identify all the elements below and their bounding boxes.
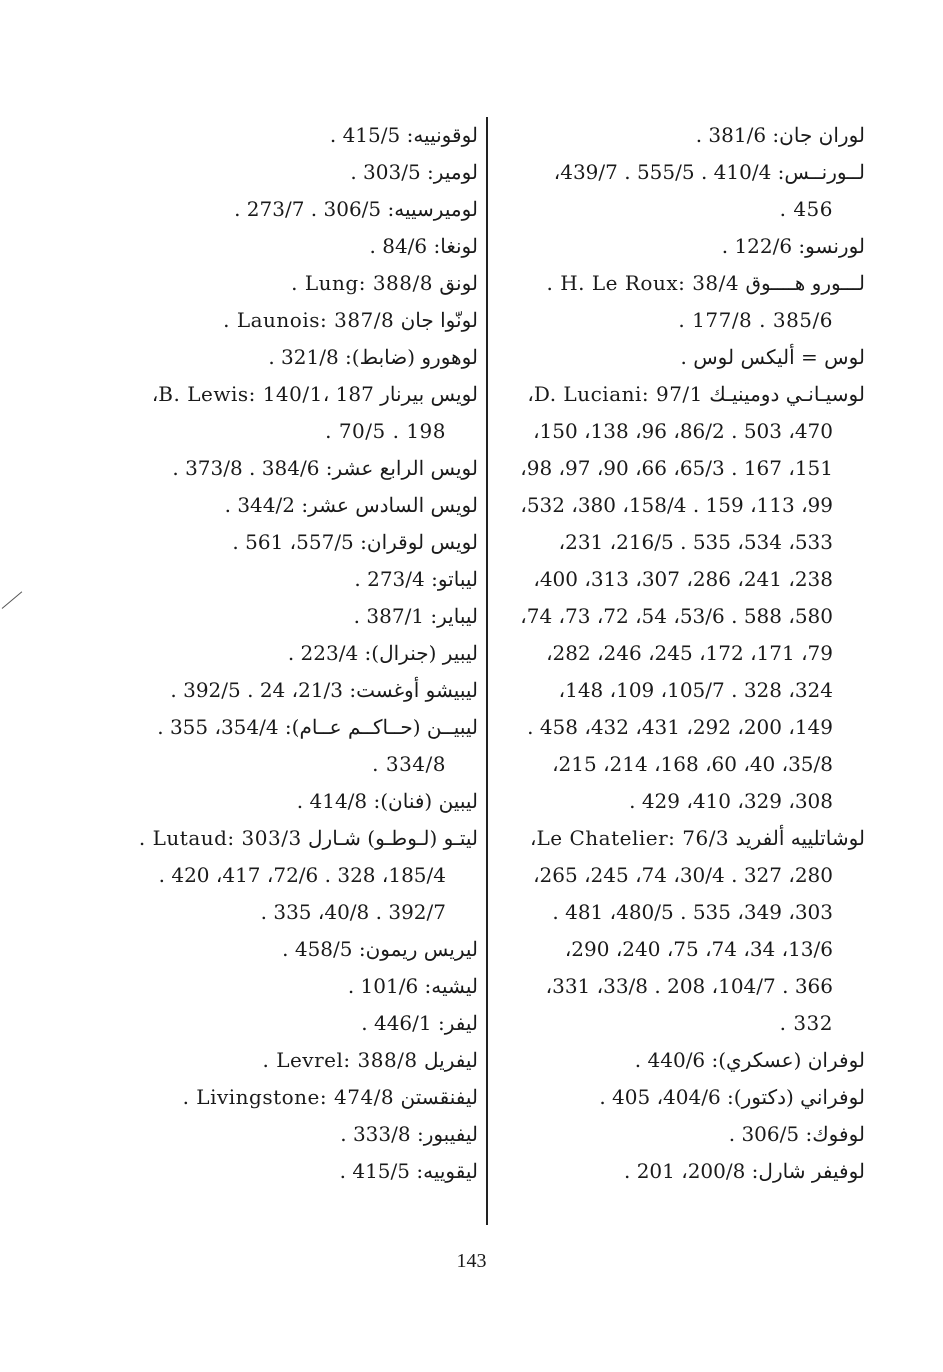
index-entry-continuation: 99، 113، 159 . 158/4، 380، 532، (520, 493, 833, 517)
index-entry: لومير: 303/5 . (350, 160, 478, 184)
index-entry-continuation: 238، 241، 286، 307، 313، 400، (533, 567, 833, 591)
index-entry: ليشيه: 101/6 . (347, 974, 478, 998)
index-entry: ليباتو: 273/4 . (354, 567, 478, 591)
index-entry: ليفيبور: 333/8 . (340, 1122, 478, 1146)
index-entry: لــورنــس: 410/4 . 555/5 . 439/7، (553, 160, 865, 184)
index-entry: لونغا: 84/6 . (369, 234, 478, 258)
index-entry: ليفريل Levrel: 388/8 . (262, 1048, 478, 1072)
index-entry-continuation: 456 . (779, 197, 833, 221)
index-entry: ليبير (جنرال): 223/4 . (287, 641, 478, 665)
index-entry: لوران جان: 381/6 . (695, 123, 865, 147)
index-entry: لورنسو: 122/6 . (721, 234, 865, 258)
page-number: 143 (456, 1250, 487, 1272)
index-entry-continuation: 151، 167 . 65/3، 66، 90، 97، 98، (520, 456, 833, 480)
index-entry: لويس لوقران: 557/5، 561 . (232, 530, 478, 554)
column-divider (486, 117, 488, 1225)
index-entry: ليفنقستن Livingstone: 474/8 . (182, 1085, 478, 1109)
index-entry: لوفران (عسكري): 440/6 . (634, 1048, 865, 1072)
index-entry: لويس الرابع عشر: 384/6 . 373/8 . (172, 456, 478, 480)
index-entry: ليبين (فنان): 414/8 . (296, 789, 478, 813)
index-entry: لـــورو هــــوق H. Le Roux: 38/4 . (546, 271, 865, 295)
index-entry-continuation: 580، 588 . 53/6، 54، 72، 73، 74، (520, 604, 833, 628)
index-entry-continuation: 280، 327 . 30/4، 74، 245، 265، (533, 863, 833, 887)
index-entry-continuation: 308، 329، 410، 429 . (629, 789, 833, 813)
index-entry: لوشاتلييه ألفريد Le Chatelier: 76/3، (530, 826, 865, 850)
index-entry-continuation: 79، 171، 172، 245، 246، 282، (546, 641, 833, 665)
index-entry-continuation: 392/7 . 40/8، 335 . (260, 900, 446, 924)
index-entry-continuation: 332 . (779, 1011, 833, 1035)
index-entry: ليبيشو أوغست: 21/3، 24 . 392/5 . (170, 678, 478, 702)
index-entry: لوس = أليكس لوس . (680, 345, 865, 369)
index-entry-continuation: 385/6 . 177/8 . (678, 308, 833, 332)
index-entry: لويس بيرنار B. Lewis: 140/1، 187، (151, 382, 478, 406)
index-entry-continuation: 334/8 . (372, 752, 446, 776)
index-column-right (495, 117, 865, 1190)
index-entry-continuation: 470، 503 . 86/2، 96، 138، 150، (533, 419, 833, 443)
index-entry: لوفيفر شارل: 200/8، 201 . (623, 1159, 865, 1183)
index-entry-continuation: 149، 200، 292، 431، 432، 458 . (527, 715, 833, 739)
index-entry: ليريس ريمون: 458/5 . (282, 937, 478, 961)
index-entry: لوميرسييه: 306/5 . 273/7 . (234, 197, 478, 221)
index-entry: لونق Lung: 388/8 . (291, 271, 478, 295)
index-entry-continuation: 303، 349، 535 . 480/5، 481 . (552, 900, 833, 924)
index-entry: لوفراني (دكتور): 404/6، 405 . (599, 1085, 865, 1109)
index-entry: ليباير: 387/1 . (353, 604, 478, 628)
index-entry: ليبيــن (حــاكــم عــام): 354/4، 355 . (157, 715, 478, 739)
index-entry: لوسيـانـي دومينيـك D. Luciani: 97/1، (527, 382, 865, 406)
index-entry-continuation: 533، 534، 535 . 216/5، 231، (558, 530, 833, 554)
margin-pencil-mark (2, 591, 23, 608)
index-entry-continuation: 185/4، 328 . 72/6، 417، 420 . (158, 863, 446, 887)
index-entry-continuation: 324، 328 . 105/7، 109، 148، (558, 678, 833, 702)
index-entry-continuation: 198 . 70/5 . (325, 419, 446, 443)
index-entry: لويس السادس عشر: 344/2 . (224, 493, 478, 517)
index-entry: لوهورو (ضابط): 321/8 . (268, 345, 478, 369)
index-entry-continuation: 366 . 104/7، 208 . 33/8، 331، (545, 974, 833, 998)
index-entry: ليقوييه: 415/5 . (339, 1159, 478, 1183)
index-entry: لوفوك: 306/5 . (728, 1122, 865, 1146)
index-entry: لوقونييه: 415/5 . (329, 123, 478, 147)
index-entry-continuation: 35/8، 40، 60، 168، 214، 215، (552, 752, 833, 776)
index-entry: ليفر: 446/1 . (361, 1011, 478, 1035)
index-entry: لونّوا جان Launois: 387/8 . (223, 308, 478, 332)
index-entry: ليتـو (لـوطـو) شـارل Lutaud: 303/3 . (138, 826, 478, 850)
index-column-left (140, 117, 478, 1190)
index-entry-continuation: 13/6، 34، 74، 75، 240، 290، (564, 937, 833, 961)
